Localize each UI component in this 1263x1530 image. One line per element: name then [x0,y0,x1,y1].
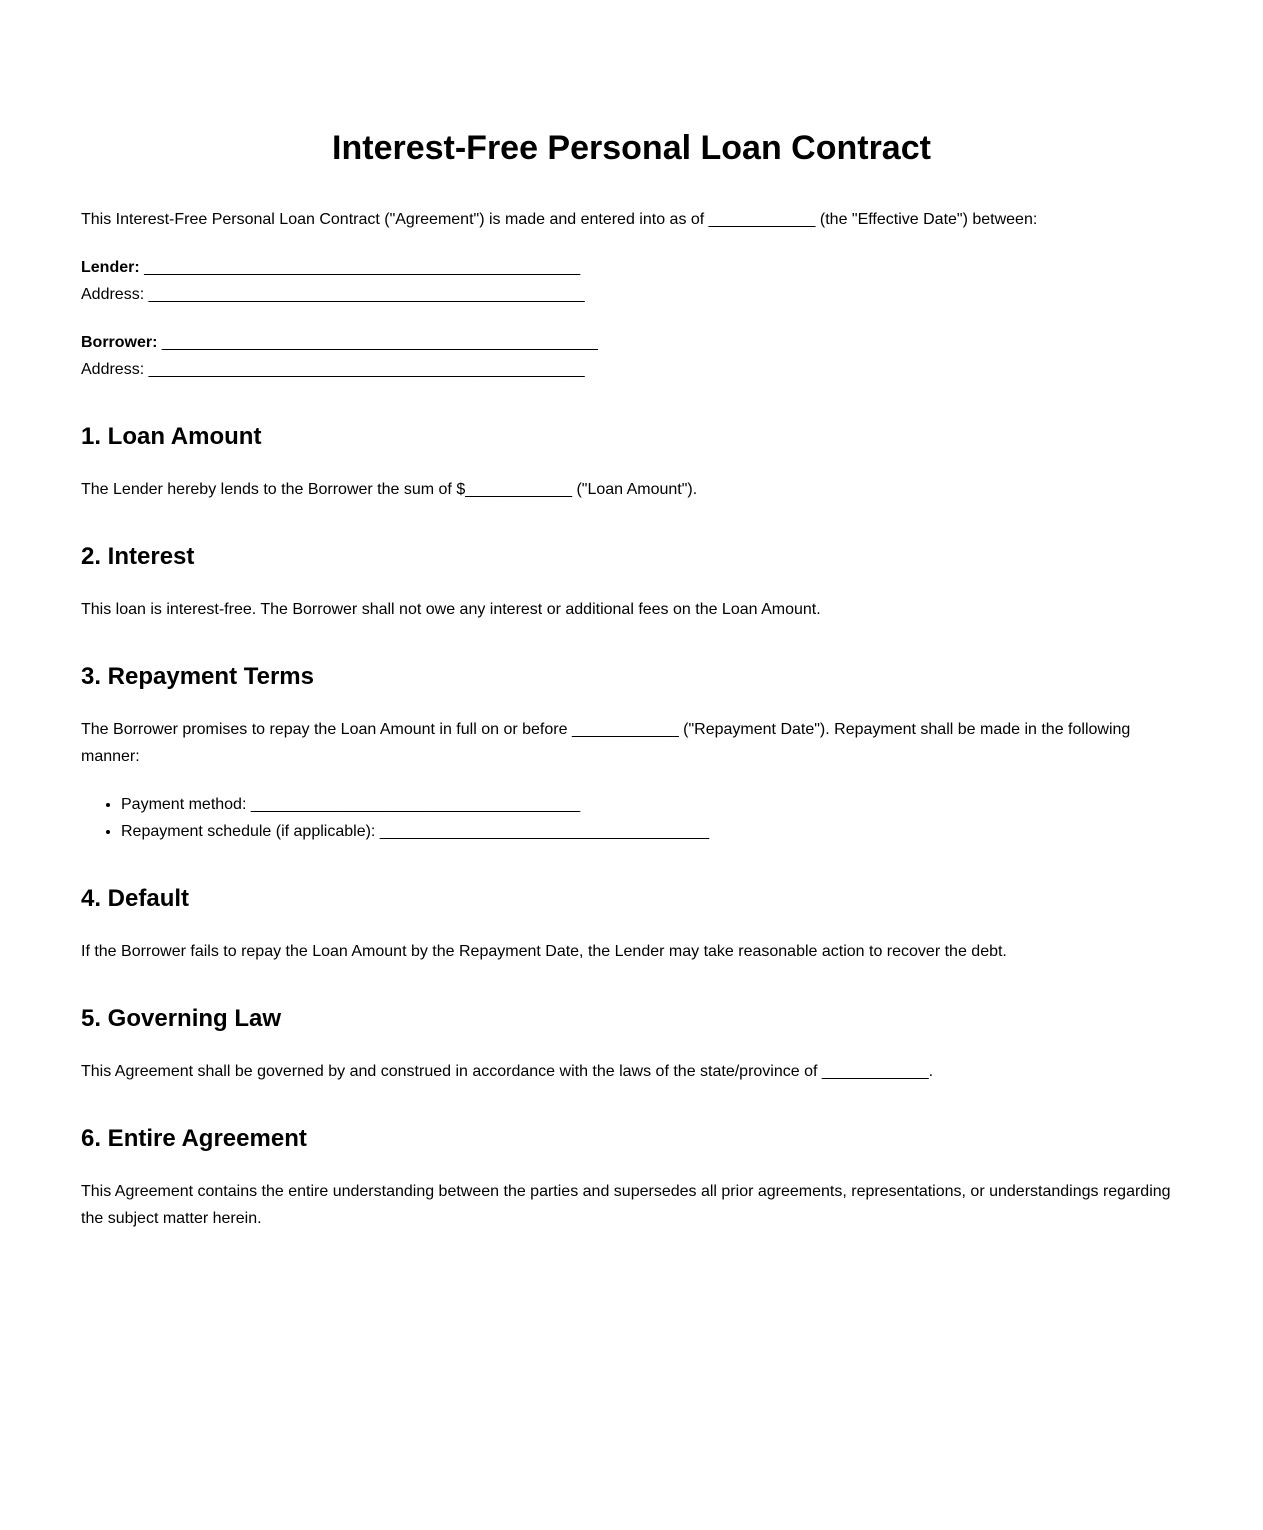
section-text-repayment-terms [81,716,1182,770]
lender-address-label: Address: [81,286,145,303]
section-heading-default: 4. Default [81,885,190,912]
section-text-loan-amount [81,476,1182,503]
lender-address-blank[interactable]: _________________________________________________ [144,286,585,303]
lender-address-line [81,281,1182,308]
list-item-payment-method [121,791,1182,818]
repayment-list [81,791,1182,845]
borrower-label: Borrower: [81,334,158,351]
governing-law-text-after: . [928,1063,934,1080]
section-heading-entire-agreement: 6. Entire Agreement [81,1125,307,1152]
list-item-repayment-schedule [121,818,1182,845]
section-heading-governing-law: 5. Governing Law [81,1005,282,1032]
effective-date-blank[interactable]: ____________ [708,211,816,228]
borrower-address-line [81,356,1182,383]
payment-method-label: Payment method: [121,796,251,813]
repayment-schedule-blank[interactable]: _____________________________________ [379,823,710,840]
lender-label: Lender: [81,259,140,276]
repayment-text-after: ("Repayment Date"). Repayment shall be made in the following manner: [81,721,1131,765]
document-title: Interest-Free Personal Loan Contract [332,129,931,167]
repayment-date-blank[interactable]: ____________ [571,721,679,738]
lender-name-blank[interactable]: _________________________________________________ [139,259,581,276]
borrower-address-label: Address: [81,361,145,378]
repayment-text-before: The Borrower promises to repay the Loan Amount in full on or before [81,721,572,738]
section-text-interest: This loan is interest-free. The Borrower shall not owe any interest or additional fees on the Loan Amount. [81,601,821,618]
payment-method-blank[interactable]: _____________________________________ [250,796,581,813]
section-heading-interest: 2. Interest [81,543,195,570]
borrower-name-blank[interactable]: _________________________________________________ [157,334,598,351]
section-text-default: If the Borrower fails to repay the Loan Amount by the Repayment Date, the Lender may take reasonable action to recover the debt. [81,943,1007,960]
section-text-entire-agreement: This Agreement contains the entire understanding between the parties and supersedes all prior agreements, representations, or understandings regarding the subject matter herein. [81,1183,1171,1227]
borrower-address-blank[interactable]: _________________________________________________ [144,361,585,378]
borrower-name-line [81,329,1182,356]
repayment-schedule-label: Repayment schedule (if applicable): [121,823,380,840]
loan-amount-text-after: ("Loan Amount"). [572,481,698,498]
section-heading-repayment-terms: 3. Repayment Terms [81,663,314,690]
intro-text-after: (the "Effective Date") between: [815,211,1038,228]
loan-amount-text-before: The Lender hereby lends to the Borrower the sum of $ [81,481,466,498]
intro-paragraph [81,206,1182,233]
loan-amount-blank[interactable]: ____________ [465,481,572,498]
intro-text-before: This Interest-Free Personal Loan Contract ("Agreement") is made and entered into as of [81,211,709,228]
governing-law-text-before: This Agreement shall be governed by and construed in accordance with the laws of the state/province of [81,1063,822,1080]
section-text-governing-law [81,1058,1182,1085]
borrower-block [81,329,1182,383]
jurisdiction-blank[interactable]: ____________ [821,1063,929,1080]
lender-name-line [81,254,1182,281]
lender-block [81,254,1182,308]
section-heading-loan-amount: 1. Loan Amount [81,423,262,450]
